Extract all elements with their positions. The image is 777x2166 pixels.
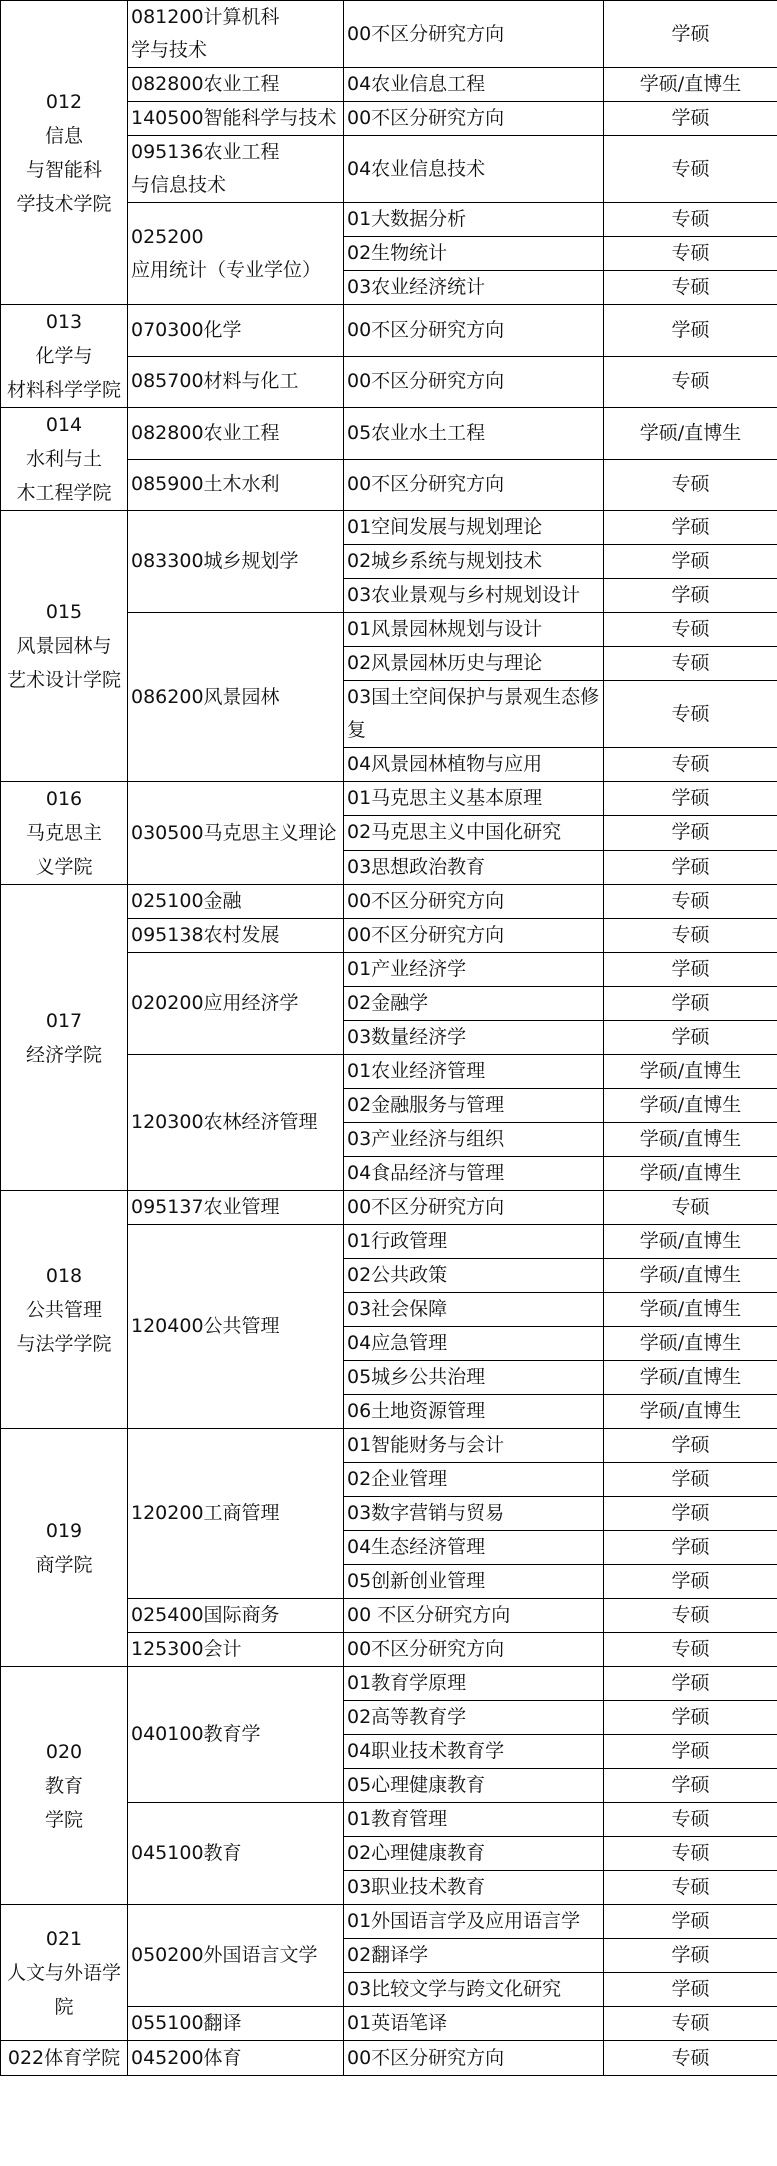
degree-type-cell: 学硕	[604, 1939, 777, 1973]
direction-cell: 01教育管理	[344, 1803, 604, 1837]
college-cell	[1, 511, 128, 782]
direction-cell: 05农业水土工程	[344, 408, 604, 460]
direction-cell: 01风景园林规划与设计	[344, 613, 604, 647]
direction-cell: 01教育学原理	[344, 1667, 604, 1701]
degree-type-cell: 专硕	[604, 1191, 777, 1225]
degree-type-cell: 学硕	[604, 1735, 777, 1769]
major-cell: 020200应用经济学	[128, 953, 344, 1055]
degree-type-cell: 学硕	[604, 1531, 777, 1565]
college-code: 018	[45, 1264, 83, 1287]
text-line: 木工程学院	[16, 482, 112, 504]
direction-cell: 03职业技术教育	[344, 1871, 604, 1905]
college-cell	[1, 1429, 128, 1667]
major-cell	[128, 203, 344, 305]
major-cell: 120300农林经济管理	[128, 1055, 344, 1191]
major-cell: 086200风景园林	[128, 613, 344, 782]
text-line: 风景园林与	[16, 635, 112, 657]
direction-cell: 01行政管理	[344, 1225, 604, 1259]
table-row	[1, 1667, 777, 1701]
text-line: 应用统计（专业学位）	[131, 258, 322, 281]
direction-cell: 04应急管理	[344, 1327, 604, 1361]
direction-cell: 00不区分研究方向	[344, 102, 604, 136]
direction-cell: 05城乡公共治理	[344, 1361, 604, 1395]
text-line: 学院	[44, 1808, 83, 1831]
degree-type-cell: 专硕	[604, 1599, 777, 1633]
text-line: 学技术学院	[16, 192, 112, 215]
college-cell	[1, 782, 128, 885]
major-cell: 055100翻译	[128, 2007, 344, 2041]
degree-type-cell: 学硕	[604, 579, 777, 613]
direction-cell: 03思想政治教育	[344, 850, 604, 884]
direction-cell: 03农业景观与乡村规划设计	[344, 579, 604, 613]
text-line: 艺术设计学院	[6, 669, 121, 691]
degree-type-cell: 专硕	[604, 1633, 777, 1667]
degree-type-cell: 学硕	[604, 1973, 777, 2007]
degree-type-cell: 学硕/直博生	[604, 68, 777, 102]
text-line: 教育	[44, 1774, 83, 1797]
degree-type-cell: 专硕	[604, 885, 777, 919]
degree-type-cell: 学硕/直博生	[604, 1361, 777, 1395]
direction-cell: 01智能财务与会计	[344, 1429, 604, 1463]
college-name	[4, 442, 124, 510]
text-line: 学与技术	[131, 39, 208, 61]
degree-type-cell: 学硕/直博生	[604, 1259, 777, 1293]
degree-type-cell: 学硕/直博生	[604, 1123, 777, 1157]
degree-type-cell: 学硕/直博生	[604, 1089, 777, 1123]
degree-type-cell: 专硕	[604, 919, 777, 953]
direction-cell: 01农业经济管理	[344, 1055, 604, 1089]
major-cell: 045100教育	[128, 1803, 344, 1905]
college-code: 014	[45, 414, 83, 436]
degree-type-cell: 学硕/直博生	[604, 1395, 777, 1429]
direction-cell: 00不区分研究方向	[344, 459, 604, 511]
direction-cell: 00不区分研究方向	[344, 2041, 604, 2076]
college-cell	[1, 1191, 128, 1429]
degree-type-cell: 学硕	[604, 1565, 777, 1599]
major-cell: 083300城乡规划学	[128, 511, 344, 613]
degree-type-cell: 学硕	[604, 816, 777, 850]
text-line: 信息	[44, 124, 83, 147]
text-line: 与智能科	[25, 158, 102, 181]
direction-cell: 00不区分研究方向	[344, 919, 604, 953]
direction-cell: 01马克思主义基本原理	[344, 782, 604, 816]
degree-type-cell: 专硕	[604, 203, 777, 237]
degree-type-cell: 学硕	[604, 305, 777, 357]
degree-type-cell: 学硕	[604, 1667, 777, 1701]
degree-type-cell: 专硕	[604, 613, 777, 647]
direction-cell: 00不区分研究方向	[344, 1, 604, 68]
degree-type-cell: 学硕	[604, 987, 777, 1021]
major-cell	[128, 1, 344, 68]
major-cell: 045200体育	[128, 2041, 344, 2076]
degree-type-cell: 专硕	[604, 647, 777, 681]
degree-type-cell: 专硕	[604, 1871, 777, 1905]
text-line: 化学与	[35, 345, 93, 367]
text-line: 095136农业工程	[131, 141, 280, 163]
degree-type-cell: 学硕/直博生	[604, 1157, 777, 1191]
major-cell: 025400国际商务	[128, 1599, 344, 1633]
major-cell: 120200工商管理	[128, 1429, 344, 1599]
direction-cell: 03社会保障	[344, 1293, 604, 1327]
table-row	[1, 305, 777, 357]
major-cell: 085700材料与化工	[128, 356, 344, 408]
direction-cell: 04农业信息工程	[344, 68, 604, 102]
text-line: 材料科学学院	[6, 379, 121, 401]
direction-cell: 00不区分研究方向	[344, 1633, 604, 1667]
direction-cell: 00不区分研究方向	[344, 885, 604, 919]
direction-cell: 00不区分研究方向	[344, 1191, 604, 1225]
college-code: 013	[45, 311, 83, 333]
major-cell: 120400公共管理	[128, 1225, 344, 1429]
table-row	[1, 408, 777, 460]
direction-cell: 01英语笔译	[344, 2007, 604, 2041]
direction-cell: 04食品经济与管理	[344, 1157, 604, 1191]
direction-cell: 01产业经济学	[344, 953, 604, 987]
direction-cell: 03产业经济与组织	[344, 1123, 604, 1157]
degree-type-cell: 学硕	[604, 1769, 777, 1803]
degree-type-cell: 学硕	[604, 1021, 777, 1055]
direction-cell: 02金融学	[344, 987, 604, 1021]
degree-type-cell: 专硕	[604, 356, 777, 408]
direction-cell: 04职业技术教育学	[344, 1735, 604, 1769]
text-line: 马克思主	[25, 822, 102, 844]
major-cell: 025100金融	[128, 885, 344, 919]
table-row	[1, 782, 777, 816]
college-code: 016	[45, 788, 83, 810]
major-cell: 030500马克思主义理论	[128, 782, 344, 885]
direction-cell: 05创新创业管理	[344, 1565, 604, 1599]
degree-type-cell: 专硕	[604, 681, 777, 748]
table-row	[1, 511, 777, 545]
direction-cell: 02翻译学	[344, 1939, 604, 1973]
degree-type-cell: 学硕	[604, 1497, 777, 1531]
direction-cell: 00不区分研究方向	[344, 305, 604, 357]
direction-cell: 00不区分研究方向	[344, 356, 604, 408]
text-line: 水利与土	[25, 448, 102, 470]
direction-cell: 04农业信息技术	[344, 136, 604, 203]
college-cell	[1, 1667, 128, 1905]
major-cell: 082800农业工程	[128, 68, 344, 102]
college-code: 020	[45, 1740, 83, 1763]
direction-cell: 03比较文学与跨文化研究	[344, 1973, 604, 2007]
degree-type-cell: 学硕	[604, 953, 777, 987]
direction-cell: 02公共政策	[344, 1259, 604, 1293]
college-cell	[1, 1905, 128, 2041]
degree-type-cell: 学硕	[604, 1, 777, 68]
direction-cell: 04风景园林植物与应用	[344, 748, 604, 782]
degree-type-cell: 学硕/直博生	[604, 1055, 777, 1089]
text-line: 公共管理	[25, 1298, 102, 1321]
direction-cell: 03农业经济统计	[344, 271, 604, 305]
degree-type-cell: 学硕/直博生	[604, 1225, 777, 1259]
direction-cell: 00 不区分研究方向	[344, 1599, 604, 1633]
major-cell: 070300化学	[128, 305, 344, 357]
direction-cell: 04生态经济管理	[344, 1531, 604, 1565]
degree-type-cell: 学硕	[604, 1429, 777, 1463]
major-cell	[128, 136, 344, 203]
direction-cell: 05心理健康教育	[344, 1769, 604, 1803]
college-name: 经济学院	[25, 1043, 102, 1066]
direction-cell: 02高等教育学	[344, 1701, 604, 1735]
college-code: 017	[45, 1009, 83, 1032]
direction-cell: 02马克思主义中国化研究	[344, 816, 604, 850]
college-name	[4, 629, 124, 697]
college-code: 012	[45, 90, 83, 113]
direction-cell: 02风景园林历史与理论	[344, 647, 604, 681]
degree-type-cell: 专硕	[604, 2007, 777, 2041]
degree-type-cell: 专硕	[604, 136, 777, 203]
major-cell: 140500智能科学与技术	[128, 102, 344, 136]
degree-type-cell: 学硕	[604, 1905, 777, 1939]
degree-type-cell: 专硕	[604, 459, 777, 511]
program-table-body	[1, 1, 777, 2076]
college-code: 021	[45, 1927, 83, 1950]
direction-cell: 06土地资源管理	[344, 1395, 604, 1429]
direction-cell: 02心理健康教育	[344, 1837, 604, 1871]
degree-type-cell: 学硕	[604, 1463, 777, 1497]
major-cell: 050200外国语言文学	[128, 1905, 344, 2007]
direction-cell: 02金融服务与管理	[344, 1089, 604, 1123]
direction-cell: 01外国语言学及应用语言学	[344, 1905, 604, 1939]
college-name	[4, 1769, 124, 1837]
college-code: 015	[45, 601, 83, 623]
major-cell: 125300会计	[128, 1633, 344, 1667]
college-name	[4, 1293, 124, 1361]
college-name: 人文与外语学院	[6, 1961, 121, 2018]
college-name	[4, 339, 124, 407]
text-line: 025200	[131, 225, 204, 248]
direction-cell: 02生物统计	[344, 237, 604, 271]
major-cell: 082800农业工程	[128, 408, 344, 460]
table-row	[1, 1429, 777, 1463]
degree-type-cell: 专硕	[604, 237, 777, 271]
college-code: 022	[7, 2047, 45, 2069]
college-name: 商学院	[35, 1553, 93, 1576]
direction-cell: 01大数据分析	[344, 203, 604, 237]
degree-type-cell: 学硕	[604, 782, 777, 816]
college-cell	[1, 305, 128, 408]
college-cell	[1, 1, 128, 305]
degree-type-cell: 学硕	[604, 511, 777, 545]
college-name: 体育学院	[44, 2047, 121, 2069]
text-line: 与法学学院	[16, 1332, 112, 1355]
degree-type-cell: 学硕/直博生	[604, 408, 777, 460]
degree-type-cell: 学硕/直博生	[604, 1327, 777, 1361]
degree-type-cell: 专硕	[604, 1837, 777, 1871]
table-row	[1, 1905, 777, 1939]
table-row	[1, 2041, 777, 2076]
text-line: 081200计算机科	[131, 6, 280, 28]
direction-cell: 02城乡系统与规划技术	[344, 545, 604, 579]
degree-type-cell: 学硕	[604, 850, 777, 884]
major-cell: 095137农业管理	[128, 1191, 344, 1225]
direction-cell: 02企业管理	[344, 1463, 604, 1497]
direction-cell	[344, 681, 604, 748]
degree-type-cell: 专硕	[604, 2041, 777, 2076]
major-cell: 085900土木水利	[128, 459, 344, 511]
text-line: 义学院	[35, 856, 93, 878]
text-line: 与信息技术	[131, 174, 227, 196]
college-name	[4, 119, 124, 221]
college-cell	[1, 408, 128, 511]
college-code: 019	[45, 1519, 83, 1542]
degree-type-cell: 专硕	[604, 748, 777, 782]
degree-type-cell: 学硕	[604, 102, 777, 136]
degree-type-cell: 学硕/直博生	[604, 1293, 777, 1327]
table-row	[1, 885, 777, 919]
table-row	[1, 1, 777, 68]
college-name	[4, 816, 124, 884]
direction-cell: 01空间发展与规划理论	[344, 511, 604, 545]
table-row	[1, 1191, 777, 1225]
direction-cell: 03数量经济学	[344, 1021, 604, 1055]
degree-type-cell: 学硕	[604, 1701, 777, 1735]
degree-type-cell: 专硕	[604, 271, 777, 305]
text-line: 03国土空间保护与景观生态修复	[347, 686, 600, 741]
degree-type-cell: 学硕	[604, 545, 777, 579]
direction-cell: 03数字营销与贸易	[344, 1497, 604, 1531]
college-cell	[1, 885, 128, 1191]
degree-type-cell: 专硕	[604, 1803, 777, 1837]
major-cell: 040100教育学	[128, 1667, 344, 1803]
major-cell: 095138农村发展	[128, 919, 344, 953]
college-cell	[1, 2041, 128, 2076]
